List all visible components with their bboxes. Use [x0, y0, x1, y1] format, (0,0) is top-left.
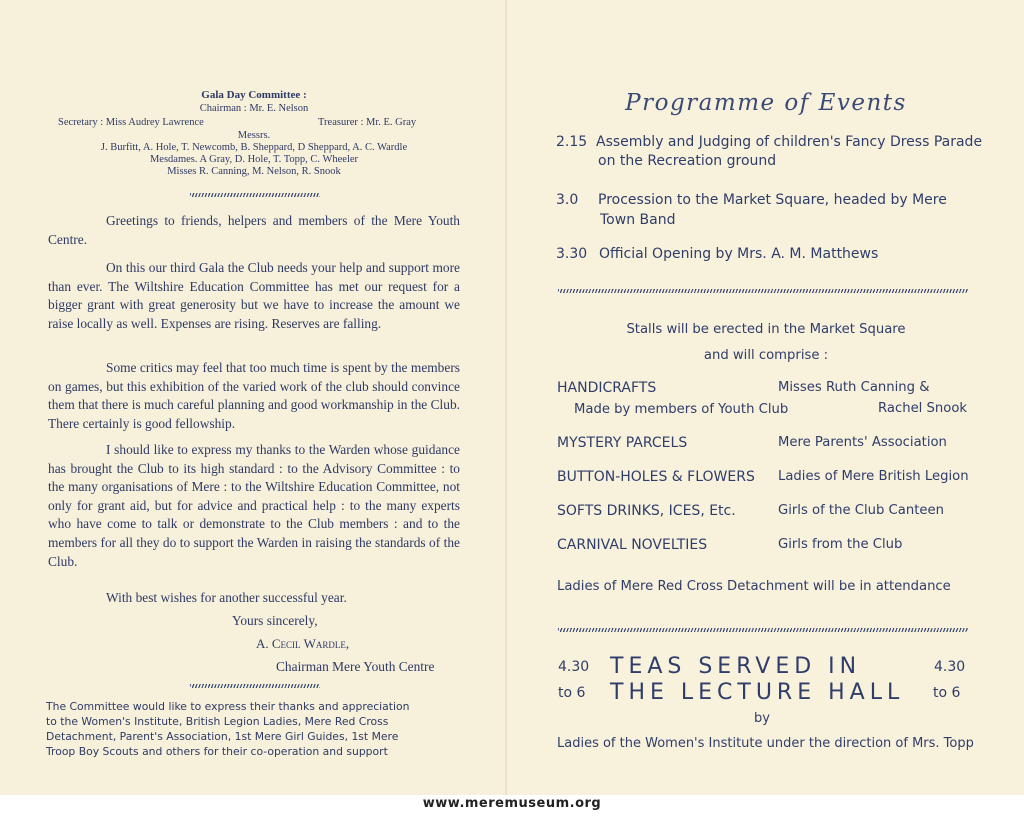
teas-time-start: 4.30 [558, 659, 590, 675]
teas-time-end: to 6 [558, 685, 586, 701]
committee-messrs-label: Messrs. [237, 130, 271, 141]
best-wishes: With best wishes for another successful year. [106, 590, 347, 605]
event-description: Official Opening by Mrs. A. M. Matthews [599, 246, 879, 262]
committee-messrs: J. Burfitt, A. Hole, T. Newcomb, B. Sheppard, D Sheppard, A. C. Wardle [100, 142, 408, 153]
critics-paragraph: Some critics may feel that too much time is spent by the members on games, but this exhibition of the varied work of the club should convince them that there is much careful planning and good workmanship in the Club. There certainly is good fellowship. [48, 360, 460, 431]
stall-name: CARNIVAL NOVELTIES [557, 537, 708, 553]
event-time: 3.0 [556, 192, 579, 208]
event-description-cont: on the Recreation ground [598, 153, 777, 169]
event-description: Procession to the Market Square, headed by Mere [598, 192, 947, 208]
website-link[interactable]: www.meremuseum.org [422, 796, 602, 811]
support-paragraph: On this our third Gala the Club needs your help and support more than ever. The Wiltshire Education Committee has met our request for a bigger grant with great generosity but we have to increase the amount we raise locally as well. Expenses are rising. Reserves are falling. [48, 260, 460, 331]
committee-mesdames: Mesdames. A Gray, D. Hole, T. Topp, C. Wheeler [149, 154, 359, 165]
committee-thanks-line: to the Women's Institute, British Legion Ladies, Mere Red Cross [46, 715, 389, 728]
programme-title: Programme of Events [625, 90, 907, 116]
stall-name: SOFTS DRINKS, ICES, Etc. [557, 503, 736, 519]
committee-chairman: Chairman : Mr. E. Nelson [199, 103, 309, 114]
stall-organiser: Misses Ruth Canning & [778, 380, 930, 395]
greeting-paragraph: Greetings to friends, helpers and members of the Mere Youth Centre. [48, 213, 460, 247]
teas-ladies: Ladies of the Women's Institute under the direction of Mrs. Topp [557, 736, 974, 751]
teas-by: by [754, 711, 770, 726]
stall-name: BUTTON-HOLES & FLOWERS [557, 469, 755, 485]
stall-organiser: Girls of the Club Canteen [778, 503, 944, 518]
teas-heading: TEAS SERVED IN [610, 654, 862, 679]
stall-organiser: Girls from the Club [778, 537, 903, 552]
event-time: 2.15 [556, 134, 588, 150]
teas-time-end-right: to 6 [933, 685, 961, 701]
thanks-paragraph: I should like to express my thanks to the Warden whose guidance has brought the Club to its high standard : to the Advisory Committee : to the many organisations of Mere : to the Wiltshire Education Committee, not only for grant aid, but for advice and practical help : to the many experts who have come to talk or demonstrate to the Club members : and to the members for all they do to support the Warden in raising the standards of the Club. [48, 442, 460, 569]
stall-name: MYSTERY PARCELS [557, 435, 688, 451]
section-rule [558, 289, 968, 293]
event-description: Assembly and Judging of children's Fancy Dress Parade [596, 134, 983, 150]
event-time: 3.30 [556, 246, 588, 262]
red-cross-note: Ladies of Mere Red Cross Detachment will be in attendance [557, 579, 951, 594]
signatory-name: A. Cecil Wardle, [256, 636, 350, 651]
committee-heading: Gala Day Committee : [201, 89, 307, 101]
yours-sincerely: Yours sincerely, [232, 613, 318, 628]
committee-treasurer: Treasurer : Mr. E. Gray [318, 117, 417, 128]
signatory-title: Chairman Mere Youth Centre [276, 659, 435, 674]
right-page [508, 0, 1024, 795]
stall-name: HANDICRAFTS [557, 380, 657, 396]
committee-thanks-line: Detachment, Parent's Association, 1st Mere Girl Guides, 1st Mere [46, 730, 399, 743]
teas-heading-cont: THE LECTURE HALL [610, 680, 905, 705]
stalls-intro-cont: and will comprise : [703, 348, 829, 363]
stall-organiser: Ladies of Mere British Legion [778, 469, 969, 484]
committee-thanks-line: The Committee would like to express their thanks and appreciation [46, 700, 410, 713]
committee-secretary: Secretary : Miss Audrey Lawrence [58, 117, 204, 128]
stall-subtitle: Made by members of Youth Club [574, 402, 789, 417]
event-description-cont: Town Band [600, 212, 676, 228]
stall-organiser: Mere Parents' Association [778, 435, 947, 450]
left-page [0, 0, 508, 795]
section-rule [558, 628, 968, 632]
divider-rule [190, 193, 320, 197]
teas-time-start-right: 4.30 [934, 659, 966, 675]
committee-misses: Misses R. Canning, M. Nelson, R. Snook [167, 166, 341, 177]
stalls-intro: Stalls will be erected in the Market Square [626, 322, 906, 337]
stall-organiser-cont: Rachel Snook [878, 401, 968, 416]
divider-rule-bottom [190, 684, 320, 688]
committee-thanks-line: Troop Boy Scouts and others for their co-operation and support [46, 745, 388, 758]
